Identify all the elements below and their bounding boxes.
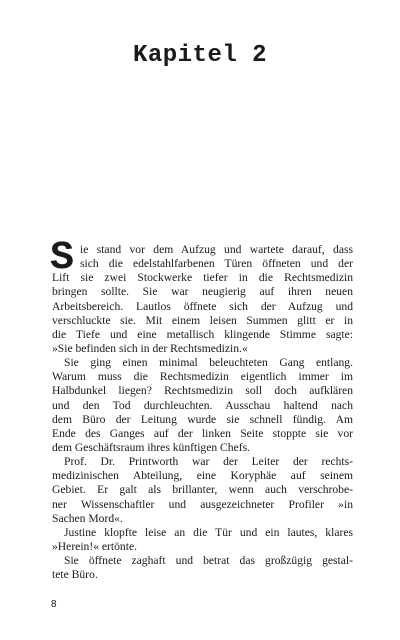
text-line: Arbeitsbereich. Lautlos öffnete sich der Aufzug und (52, 299, 353, 313)
text-line: dem Geschäftsraum ihres künftigen Chefs. (52, 440, 251, 454)
text-line: ner Wissenschaftler und ausgezeichneter Profiler »in (52, 497, 353, 511)
text-line: Prof. Dr. Printworth war der Leiter der rechts- (64, 455, 353, 469)
chapter-body (50, 236, 353, 582)
text-line: die Tiefe und eine metallisch klingende Stimme sagte: (52, 327, 353, 341)
text-line: Halbdunkel liegen? Rechtsmedizin soll doch aufklären (52, 384, 353, 398)
text-line: Sachen Mord«. (52, 511, 123, 525)
text-line: Sie ging einen minimal beleuchteten Gang entlang. (64, 356, 353, 370)
text-line: Warum muss die Rechtsmedizin eigentlich immer im (52, 370, 353, 384)
text-line: tete Büro. (52, 568, 98, 582)
text-line: verschluckte sie. Mit einem leisen Summen glitt er in (52, 313, 353, 327)
text-line: Sie öffnete zaghaft und betrat das großzügig gestal- (64, 554, 353, 568)
chapter-title: Kapitel 2 (132, 42, 268, 69)
text-line: Ende des Ganges auf der linken Seite stoppte sie vor (52, 426, 353, 440)
text-line: »Sie befinden sich in der Rechtsmedizin.« (52, 341, 248, 355)
text-line: »Herein!« ertönte. (52, 539, 137, 553)
text-line: ie stand vor dem Aufzug und wartete darauf, dass (80, 243, 353, 256)
text-line: und den Tod durchleuchten. Ausschau haltend nach (52, 398, 353, 412)
text-line: Justine klopfte leise an die Tür und ein lautes, klares (64, 525, 353, 539)
text-line: Gebiet. Er galt als brillanter, wenn auch verschrobe- (52, 483, 353, 497)
text-line: dem Büro der Leitung wurde sie schnell fündig. Am (52, 412, 353, 426)
text-line: medizinischen Abteilung, eine Koryphäe auf seinem (52, 469, 353, 483)
page-number: 8 (51, 599, 57, 610)
text-line: sich die edelstahlfarbenen Türen öffneten und der (80, 257, 353, 271)
text-line: bringen sollte. Sie war neugierig auf ihren neuen (52, 285, 353, 299)
drop-cap: S (50, 236, 75, 281)
text-line: Lift sie zwei Stockwerke tiefer in die Rechtsmedizin (52, 271, 353, 285)
